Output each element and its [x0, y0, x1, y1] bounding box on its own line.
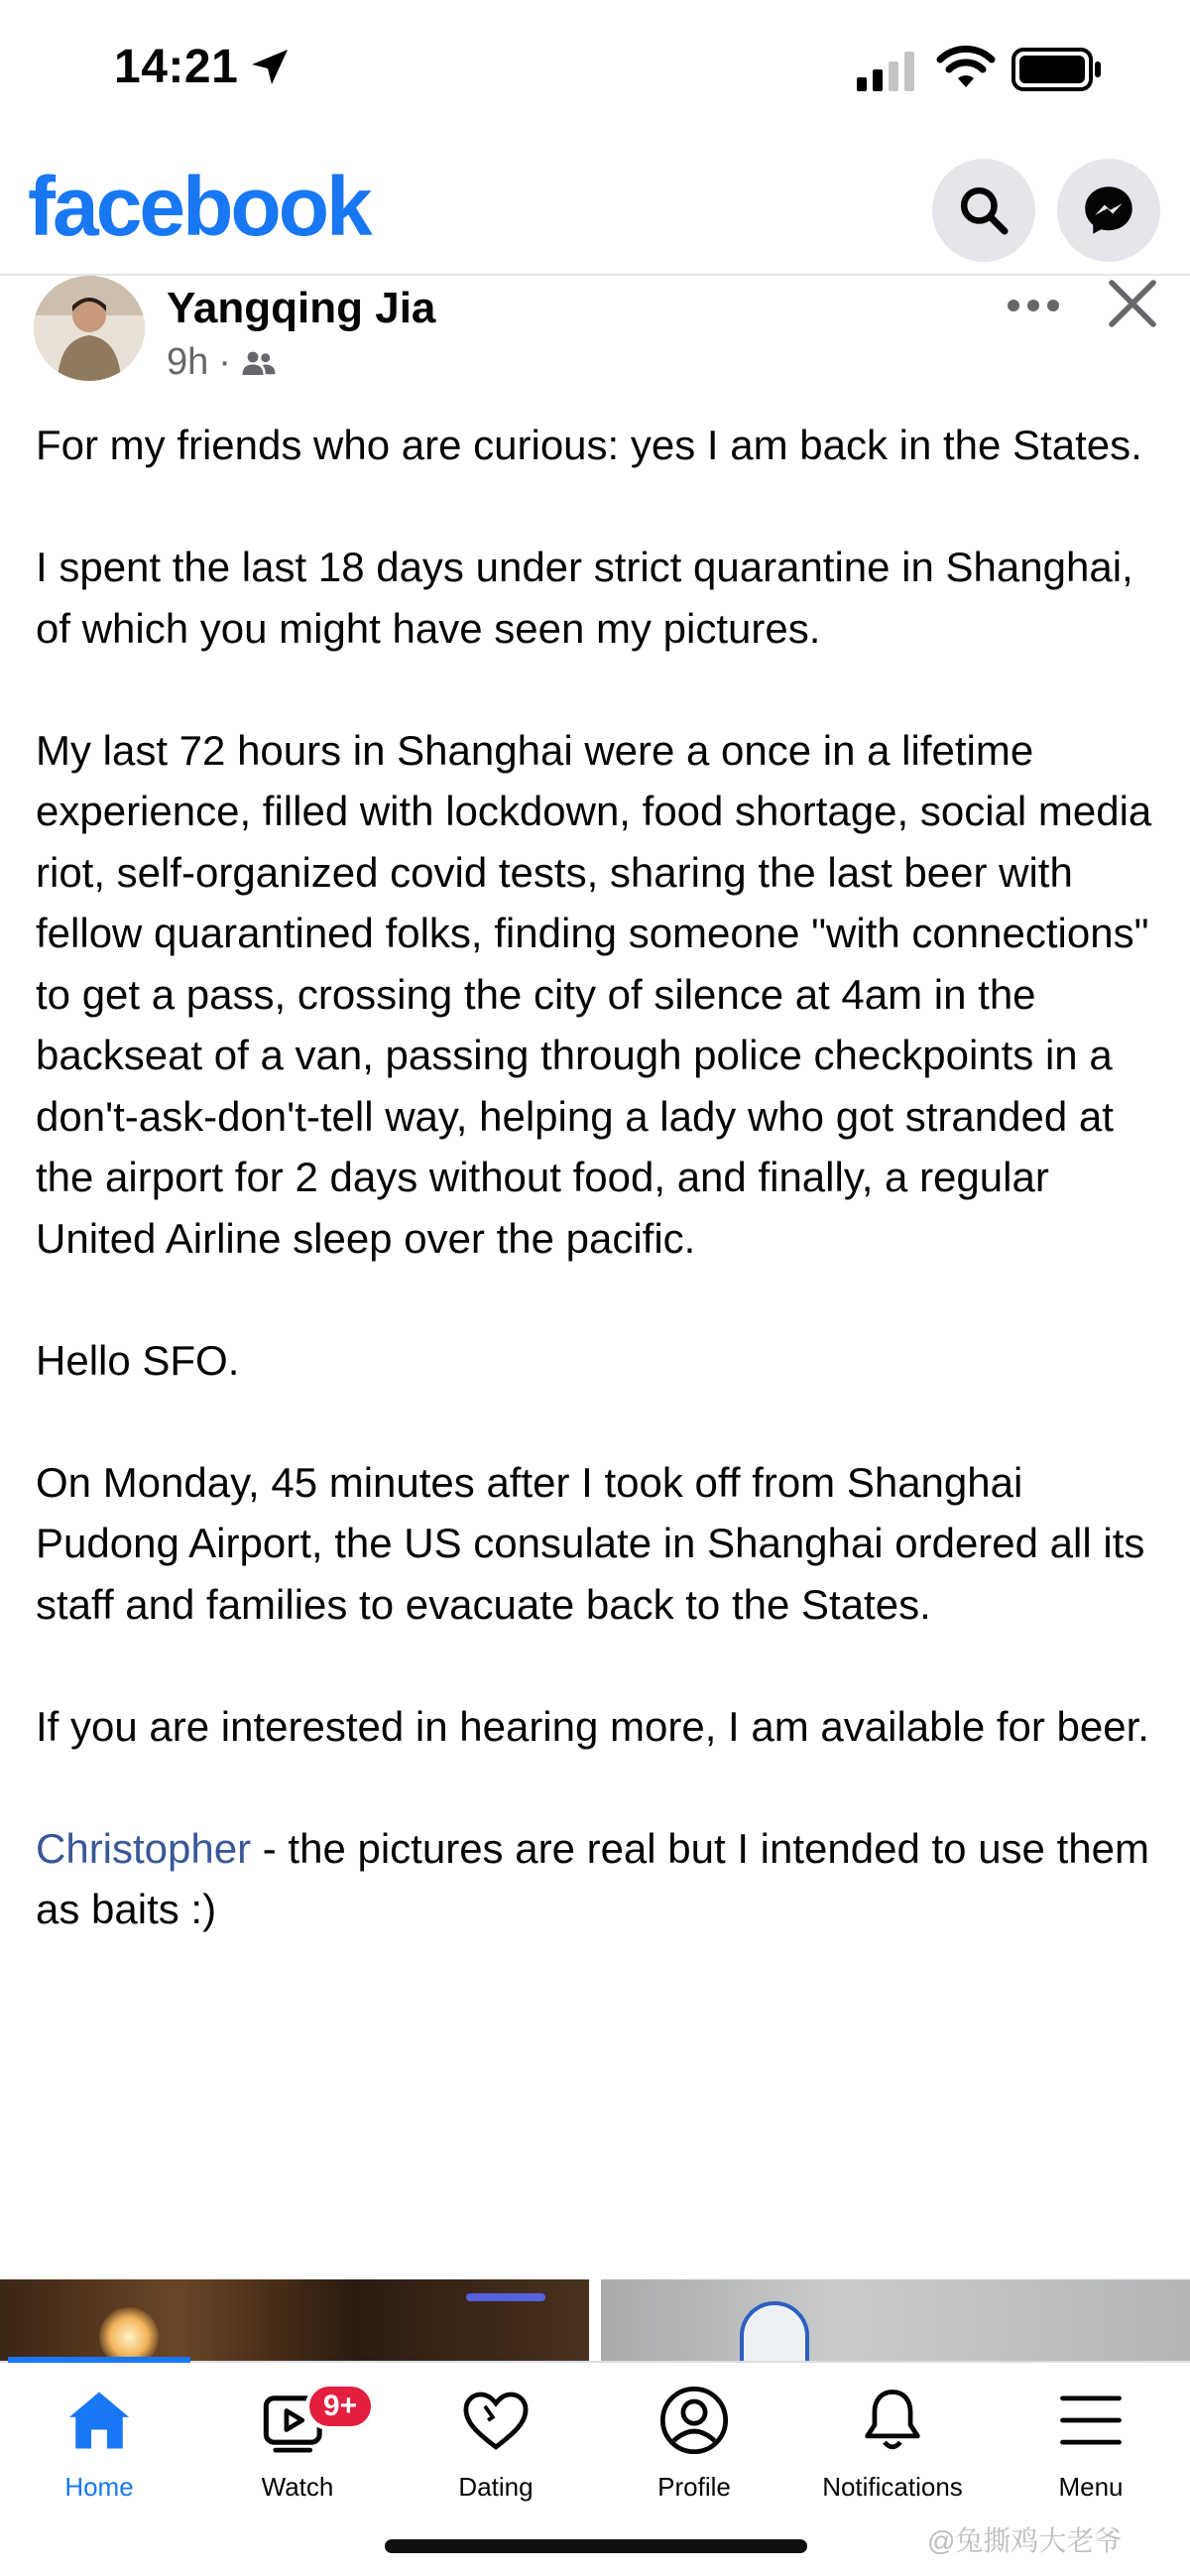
nav-label: Notifications	[822, 2472, 963, 2502]
post-paragraph: For my friends who are curious: yes I am back in the States.	[36, 422, 1142, 468]
nav-item-profile[interactable]	[595, 2383, 793, 2521]
battery-icon	[1012, 48, 1103, 91]
post-photo[interactable]	[0, 2279, 589, 2361]
post-meta	[167, 341, 277, 384]
mention-text: - the pictures are real but I intended to use them as baits :)	[36, 1824, 1149, 1932]
facebook-logo[interactable]: facebook	[28, 160, 370, 253]
more-options-icon[interactable]	[1004, 286, 1063, 325]
menu-icon	[1053, 2383, 1129, 2458]
nav-item-watch[interactable]	[198, 2383, 397, 2521]
wifi-icon	[936, 44, 996, 91]
post-paragraph: My last 72 hours in Shanghai were a once in a lifetime experience, filled with lockdown, food shortage, social media riot, self-organized covid tests, sharing the last beer with fellow quarantined folks, finding someone "with connections" to get a pass, crossing the city of silence at 4am in the backseat of a van, passing through police checkpoints in a don't-ask-don't-tell way, helping a lady who got stranded at the airport for 2 days without food, and finally, a regular United Airline sleep over the pacific.	[36, 726, 1152, 1262]
avatar-photo	[34, 276, 145, 381]
post-time[interactable]: 9h	[167, 341, 209, 383]
post-paragraph: If you are interested in hearing more, I am available for beer.	[36, 1702, 1149, 1750]
photo-figure	[740, 2301, 809, 2361]
friends-icon	[241, 348, 277, 378]
post-photos	[0, 2279, 1190, 2361]
post-paragraph: On Monday, 45 minutes after I took off from Shanghai Pudong Airport, the US consulate in Shanghai ordered all its staff and families to evacuate back to the States.	[36, 1458, 1145, 1628]
nav-label: Dating	[458, 2472, 534, 2502]
search-button[interactable]	[932, 159, 1035, 262]
watch-badge: 9+	[305, 2383, 375, 2430]
messenger-button[interactable]	[1057, 159, 1160, 262]
post-paragraph: Hello SFO.	[36, 1336, 240, 1384]
photo-light	[99, 2307, 159, 2361]
post-text	[36, 415, 1166, 1940]
profile-icon	[656, 2383, 732, 2458]
location-arrow-icon	[246, 44, 294, 91]
nav-label: Profile	[657, 2472, 731, 2502]
meta-separator: ·	[218, 341, 231, 383]
home-icon	[61, 2383, 137, 2458]
app-header	[0, 149, 1190, 276]
status-time: 14:21	[114, 41, 239, 93]
nav-label: Watch	[261, 2472, 334, 2502]
bell-icon	[855, 2383, 930, 2458]
nav-label: Home	[64, 2472, 134, 2502]
nav-item-notifications[interactable]	[793, 2383, 992, 2521]
messenger-icon	[1079, 181, 1138, 240]
dating-heart-icon	[458, 2383, 534, 2458]
photo-streak	[466, 2293, 545, 2301]
nav-item-dating[interactable]	[397, 2383, 595, 2521]
post-paragraph-mention	[36, 1818, 1166, 1940]
nav-active-indicator	[8, 2357, 190, 2363]
nav-label: Menu	[1058, 2472, 1124, 2502]
nav-item-menu[interactable]	[992, 2383, 1190, 2521]
post-author-name[interactable]: Yangqing Jia	[167, 284, 436, 332]
nav-item-home[interactable]	[0, 2383, 198, 2521]
home-indicator	[385, 2539, 807, 2553]
watermark: @兔撕鸡大老爷	[927, 2525, 1123, 2556]
close-icon[interactable]	[1105, 276, 1160, 331]
status-bar	[0, 0, 1190, 149]
avatar[interactable]	[34, 276, 145, 381]
cellular-signal-icon	[857, 52, 920, 91]
post-photo[interactable]	[601, 2279, 1190, 2361]
post-header	[0, 276, 1190, 395]
post-paragraph: I spent the last 18 days under strict quarantine in Shanghai, of which you might have seen my pictures.	[36, 544, 1133, 652]
search-icon	[956, 183, 1012, 238]
mention-link[interactable]: Christopher	[36, 1824, 252, 1872]
